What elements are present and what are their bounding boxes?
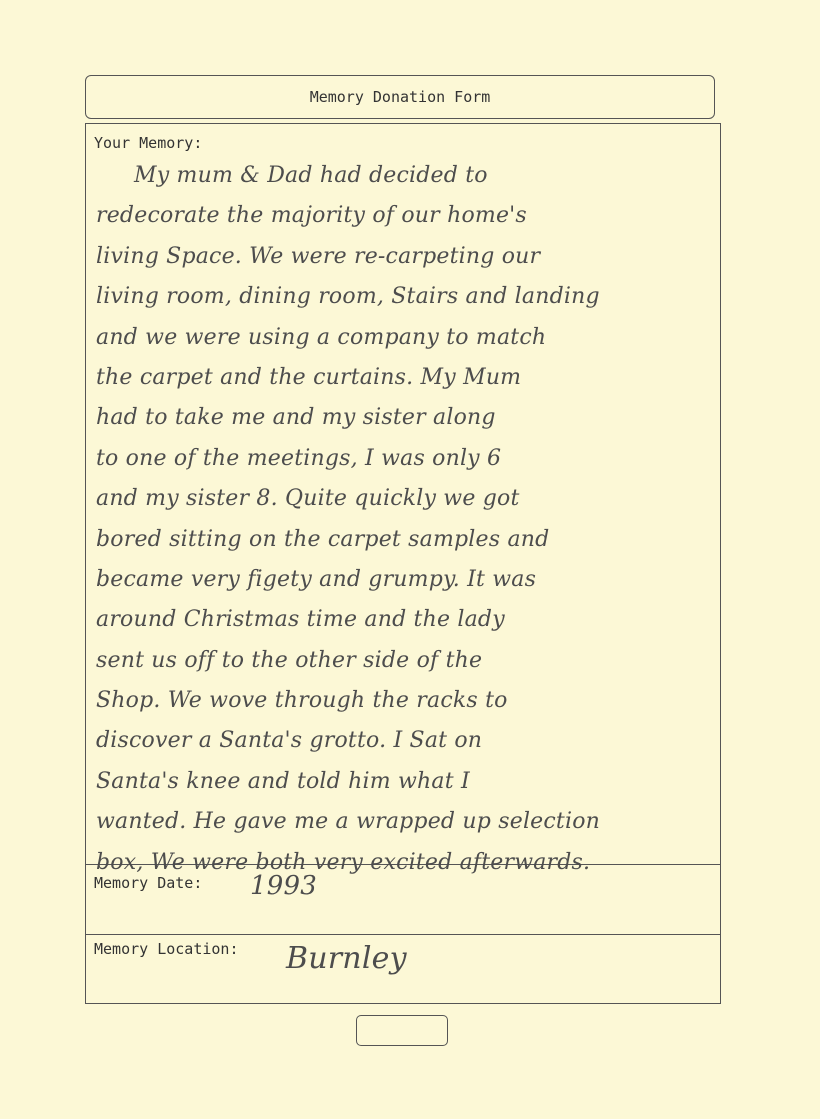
memory-date-value[interactable]: 1993 [250,871,317,901]
memory-line: became very figety and grumpy. It was [96,566,537,592]
memory-line: and my sister 8. Quite quickly we got [96,486,520,512]
memory-line: sent us off to the other side of the [96,647,483,673]
location-section [86,935,720,1003]
memory-line: living Space. We were re-carpeting our [96,243,541,269]
date-section [86,865,720,935]
form-title-box [85,75,715,119]
memory-line: Santa's knee and told him what I [96,768,470,794]
memory-line: around Christmas time and the lady [96,607,505,633]
memory-line: box, We were both very excited afterwards. [96,849,591,875]
memory-form [85,123,721,1004]
memory-line: the carpet and the curtains. My Mum [96,364,522,390]
memory-line: living room, dining room, Stairs and landing [96,284,600,310]
memory-line: My mum & Dad had decided to [134,163,488,188]
form-title: Memory Donation Form [309,88,491,106]
memory-line: discover a Santa's grotto. I Sat on [96,728,483,754]
memory-line: Shop. We wove through the racks to [96,688,508,714]
memory-line: wanted. He gave me a wrapped up selection [96,809,601,835]
memory-date-label: Memory Date: [94,874,203,892]
memory-label: Your Memory: [94,134,203,152]
memory-section [86,124,720,875]
memory-line: and we were using a company to match [96,324,547,350]
memory-line: redecorate the majority of our home's [96,203,527,229]
memory-text[interactable] [96,156,716,883]
memory-location-label: Memory Location: [94,940,239,958]
memory-location-value[interactable]: Burnley [286,941,407,976]
submit-button[interactable] [356,1015,448,1046]
memory-line: bored sitting on the carpet samples and [96,526,550,552]
memory-line: to one of the meetings, I was only 6 [96,445,502,471]
memory-line: had to take me and my sister along [96,405,496,431]
